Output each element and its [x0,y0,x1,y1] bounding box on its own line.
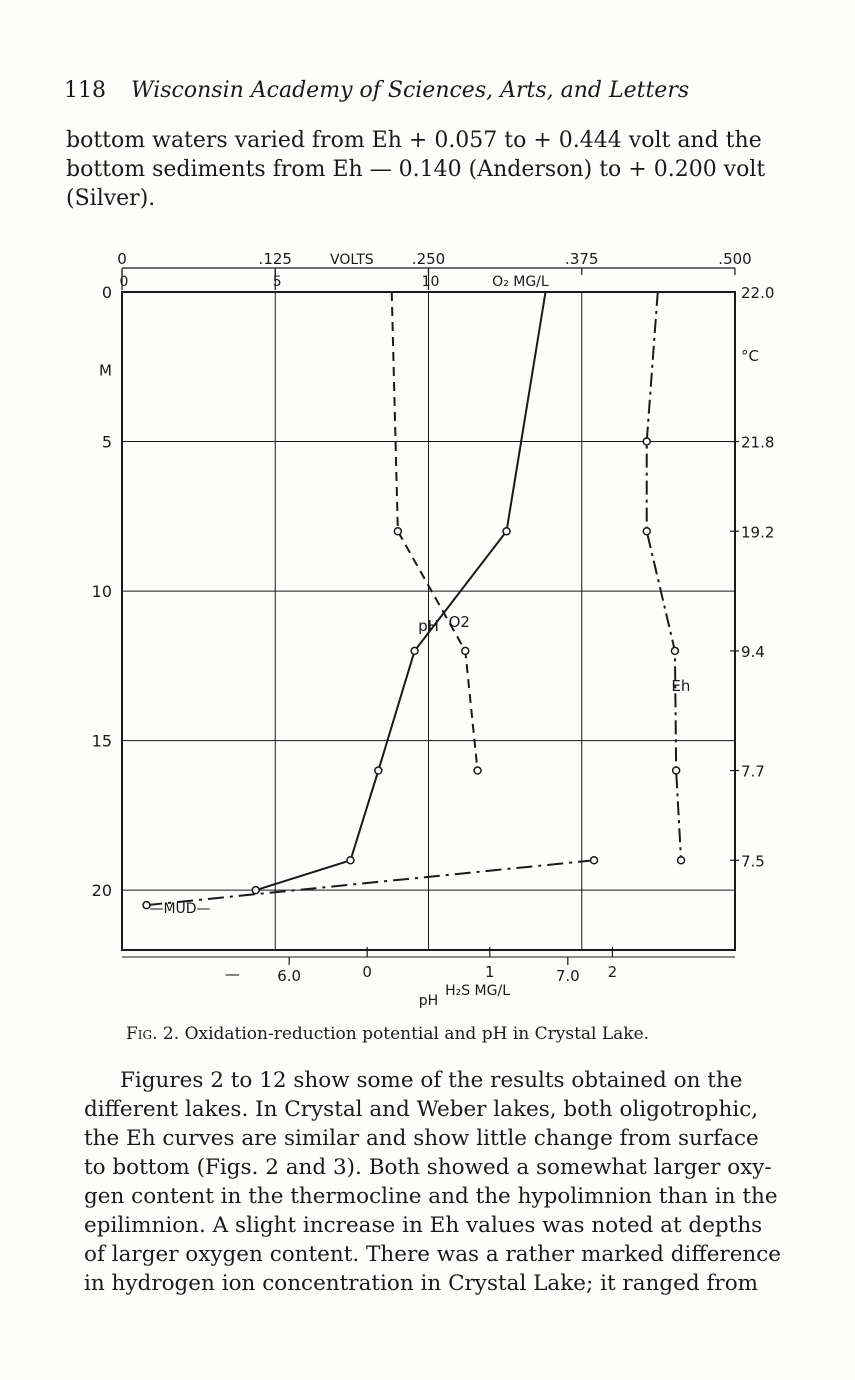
figure-label: Fig. 2. [126,1024,180,1044]
o2-axis-label: O₂ MG/L [492,274,549,290]
ph-tick-label: 7.0 [555,967,580,985]
depth-tick-label: 0 [101,283,112,302]
series-label-eh: Eh [671,676,691,695]
temp-label: 21.8 [741,433,775,452]
mud-annotation: —MUD— [149,901,211,918]
o2-tick-label: 0 [119,274,129,290]
caption-text: Oxidation-reduction potential and pH in Crystal Lake. [184,1024,650,1044]
page-number: 118 [64,78,106,103]
volts-tick-label: .375 [565,250,599,268]
text-line: Figures 2 to 12 show some of the results obtained on the [120,1068,743,1093]
series-label-ph: pH [418,616,439,635]
h2s-tick-label: 1 [485,963,495,981]
data-point-ph [252,887,259,894]
paragraph-bottom [84,1066,781,1298]
data-point-o2 [462,647,469,654]
data-point-eh [678,857,685,864]
text-line: to bottom (Figs. 2 and 3). Both showed a somewhat larger oxy- [84,1155,772,1180]
text-line: bottom waters varied from Eh + 0.057 to + 0.444 volt and the [66,128,762,153]
volts-tick-label: .250 [411,250,446,268]
data-point-o2 [474,767,481,774]
o2-tick-label: 10 [421,274,440,290]
depth-tick-label: 20 [91,881,112,901]
data-point-h2s [591,857,598,864]
h2s-tick-label: 0 [362,963,372,981]
temp-unit-label: °C [741,346,759,365]
volts-tick-label: .125 [258,250,292,268]
running-title: Wisconsin Academy of Sciences, Arts, and Letters [131,78,690,103]
text-line: of larger oxygen content. There was a rather marked difference [84,1242,782,1267]
series-line-o2 [392,292,478,771]
h2s-axis-label: H₂S MG/L [445,983,511,999]
text-line: the Eh curves are similar and show little change from surface [84,1126,759,1151]
depth-tick-label: 15 [91,731,112,751]
temp-label: 19.2 [741,523,775,542]
text-line: epilimnion. A slight increase in Eh values was noted at depths [84,1213,763,1238]
data-point-ph [503,528,510,535]
data-point-ph [375,767,382,774]
o2-tick-label: 5 [272,274,282,290]
ph-tick-label: 6.0 [277,967,302,985]
volts-tick-label: .500 [718,250,752,268]
data-point-ph [347,857,354,864]
text-line: in hydrogen ion concentration in Crystal Lake; it ranged from [84,1271,759,1296]
text-line: gen content in the thermocline and the hypolimnion than in the [84,1184,778,1209]
figure-caption [126,1024,649,1044]
data-point-eh [673,767,680,774]
temp-label: 7.5 [741,852,765,871]
data-point-eh [643,438,650,445]
depth-tick-label: 10 [91,582,112,602]
temp-label: 7.7 [741,762,765,781]
temp-label: 9.4 [741,642,765,661]
ph-axis-label: pH [418,993,439,1009]
series-label-o2: O2 [448,612,470,631]
series-line-h2s [147,860,594,905]
volts-tick-label: 0 [117,250,127,268]
series-line-eh [647,292,681,860]
data-point-ph [411,647,418,654]
data-point-o2 [394,528,401,535]
volts-axis-label: VOLTS [330,252,374,268]
h2s-negative-marker: — [224,965,240,983]
depth-tick-label: 5 [101,432,112,452]
depth-axis-label: M [99,361,112,380]
text-line: (Silver). [66,186,156,211]
text-line: bottom sediments from Eh — 0.140 (Anderson) to + 0.200 volt [66,157,766,182]
temp-label: 22.0 [741,284,775,302]
h2s-tick-label: 2 [607,963,618,981]
data-point-eh [671,647,678,654]
data-point-eh [643,528,650,535]
text-line: different lakes. In Crystal and Weber lakes, both oligotrophic, [84,1097,759,1122]
